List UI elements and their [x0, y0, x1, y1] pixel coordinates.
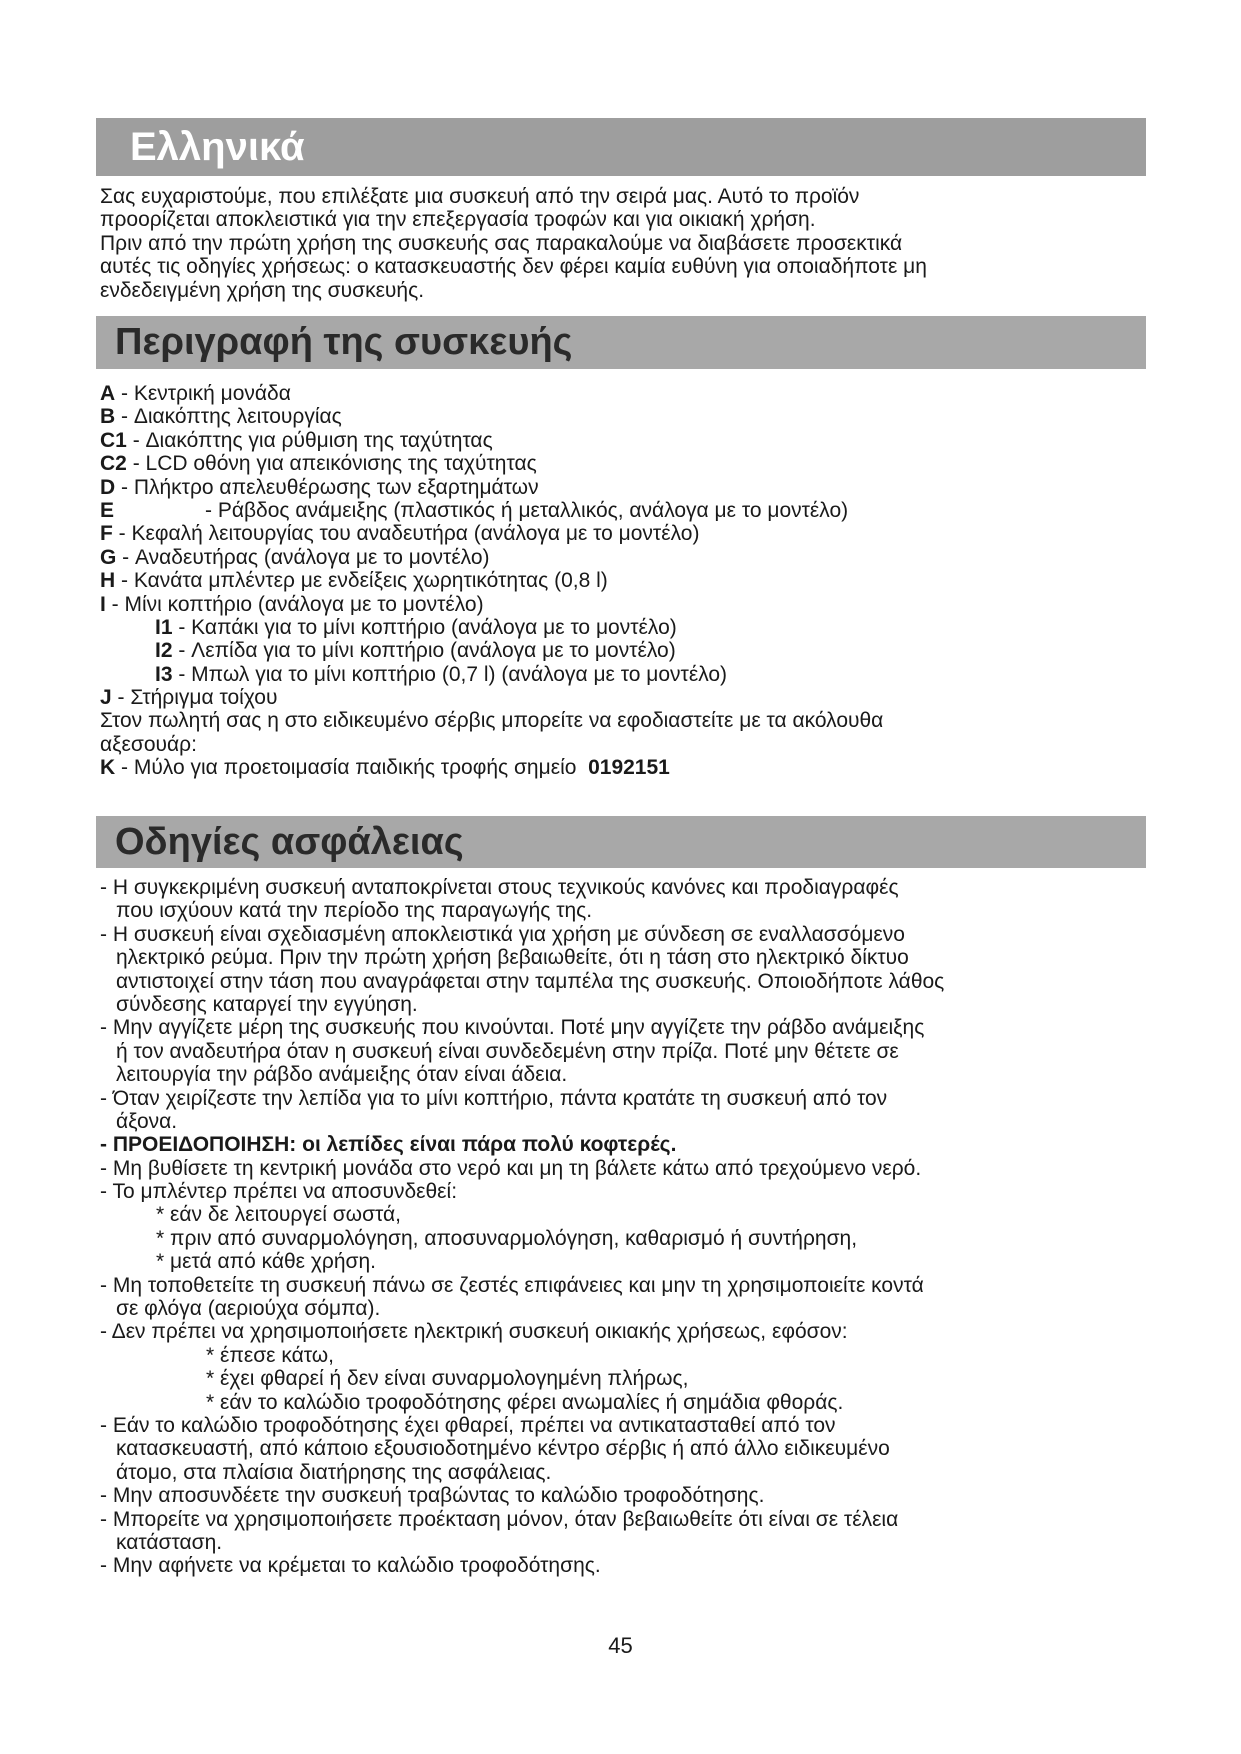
part-item-i	[100, 593, 1160, 616]
part-text: - Κεφαλή λειτουργίας του αναδευτήρα (ανάλογα με το μοντέλο)	[112, 522, 700, 546]
part-text: - Κανάτα μπλέντερ με ενδείξεις χωρητικότητας (0,8 l)	[115, 569, 608, 593]
safety-line: - Μην αποσυνδέετε την συσκευή τραβώντας το καλώδιο τροφοδότησης.	[100, 1484, 765, 1508]
safety-line: - Εάν το καλώδιο τροφοδότησης έχει φθαρεί, πρέπει να αντικατασταθεί από τον	[100, 1413, 836, 1437]
part-key: I2	[155, 639, 173, 663]
part-text: - Κεντρική μονάδα	[115, 382, 291, 405]
safety-line: σε φλόγα (αεριούχα σόμπα).	[116, 1297, 381, 1321]
safety-line: - Μην αγγίζετε μέρη της συσκευής που κινούνται. Ποτέ μην αγγίζετε την ράβδο ανάμειξης	[100, 1016, 925, 1040]
part-key: D	[100, 475, 116, 499]
part-text: - Πλήκτρο απελευθέρωσης των εξαρτημάτων	[115, 475, 539, 499]
part-text: - Στήριγμα τοίχου	[111, 686, 278, 710]
part-key: I3	[155, 662, 173, 686]
part-item-d	[100, 476, 1160, 499]
intro-line: αυτές τις οδηγίες χρήσεως: ο κατασκευαστής δεν φέρει καμία ευθύνη για οποιαδήποτε μη	[100, 255, 927, 279]
safety-line: - Μη τοποθετείτε τη συσκευή πάνω σε ζεστές επιφάνειες και μην τη χρησιμοποιείτε κοντά	[100, 1273, 924, 1297]
accessory-item-k	[100, 756, 1160, 779]
safety-subitem: * έπεσε κάτω,	[206, 1343, 334, 1367]
part-item-h	[100, 569, 1160, 592]
safety-line: - Μην αφήνετε να κρέμεται το καλώδιο τροφοδότησης.	[100, 1554, 601, 1578]
part-text: - Λεπίδα για το μίνι κοπτήριο (ανάλογα με το μοντέλο)	[172, 639, 676, 663]
intro-line: Πριν από την πρώτη χρήση της συσκευής σας παρακαλούμε να διαβάσετε προσεκτικά	[100, 231, 903, 255]
part-key: C1	[100, 428, 127, 452]
safety-line: αντιστοιχεί στην τάση που αναγράφεται στην ταμπέλα της συσκευής. Οποιοδήποτε λάθος	[116, 969, 945, 993]
intro-paragraph	[100, 185, 1160, 302]
part-key: H	[100, 569, 116, 593]
safety-line: - Μπορείτε να χρησιμοποιήσετε προέκταση μόνον, όταν βεβαιωθείτε ότι είναι σε τέλεια	[100, 1507, 899, 1531]
safety-line: άξονα.	[116, 1109, 178, 1133]
part-key: I1	[155, 615, 173, 639]
safety-line: - Η συγκεκριμένη συσκευή ανταποκρίνεται στους τεχνικούς κανόνες και προδιαγραφές	[100, 876, 899, 899]
part-text: - LCD οθόνη για απεικόνισης της ταχύτητας	[126, 452, 537, 476]
part-item-c1	[100, 429, 1160, 452]
section-title-description: Περιγραφή της συσκευής	[96, 316, 1146, 369]
safety-subitem: * πριν από συναρμολόγηση, αποσυναρμολόγηση, καθαρισμό ή συντήρηση,	[156, 1226, 858, 1250]
safety-subitem: * έχει φθαρεί ή δεν είναι συναρμολογημένη πλήρως,	[206, 1367, 689, 1391]
part-text: - Ράβδος ανάμειξης (πλαστικός ή μεταλλικός, ανάλογα με το μοντέλο)	[205, 498, 849, 522]
safety-line: λειτουργία την ράβδο ανάμειξης όταν είναι άδεια.	[116, 1063, 568, 1087]
part-item-i2	[100, 639, 1160, 662]
intro-line: Σας ευχαριστούμε, που επιλέξατε μια συσκευή από την σειρά μας. Αυτό το προϊόν	[100, 185, 860, 208]
part-item-c2	[100, 452, 1160, 475]
safety-line: - Μη βυθίσετε τη κεντρική μονάδα στο νερό και μη τη βάλετε κάτω από τρεχούμενο νερό.	[100, 1156, 922, 1180]
part-key: B	[100, 405, 116, 429]
part-key: C2	[100, 452, 127, 476]
safety-line: άτομο, στα πλαίσια διατήρησης της ασφάλειας.	[116, 1460, 552, 1484]
accessories-intro-line: Στον πωλητή σας η στο ειδικευμένο σέρβις μπορείτε να εφοδιαστείτε με τα ακόλουθα	[100, 709, 884, 733]
safety-subitem: * μετά από κάθε χρήση.	[156, 1250, 376, 1274]
part-item-i1	[100, 616, 1160, 639]
part-item-a	[100, 382, 1160, 405]
part-item-g	[100, 546, 1160, 569]
page-number: 45	[608, 1633, 633, 1658]
part-item-i3	[100, 663, 1160, 686]
safety-line: - Το μπλέντερ πρέπει να αποσυνδεθεί:	[100, 1180, 458, 1204]
safety-line: κατασκευαστή, από κάποιο εξουσιοδοτημένο κέντρο σέρβις ή από άλλο ειδικευμένο	[116, 1437, 890, 1461]
safety-subitem: * εάν δε λειτουργεί σωστά,	[156, 1203, 402, 1227]
part-key: E	[100, 498, 115, 522]
part-item-j	[100, 686, 1160, 709]
part-item-f	[100, 522, 1160, 545]
part-text: - Διακόπτης λειτουργίας	[115, 405, 342, 429]
intro-line: προορίζεται αποκλειστικά για την επεξεργασία τροφών και για οικιακή χρήση.	[100, 208, 816, 232]
intro-line: ενδεδειγμένη χρήση της συσκευής.	[100, 278, 425, 302]
safety-list	[100, 876, 1160, 1578]
warning-text: - ΠΡΟΕΙΔΟΠΟΙΗΣΗ: οι λεπίδες είναι πάρα πολύ κοφτερές.	[100, 1133, 677, 1157]
part-item-e	[100, 499, 1160, 522]
part-key: G	[100, 545, 117, 569]
accessory-code: 0192151	[588, 756, 670, 780]
part-text: - Μπωλ για το μίνι κοπτήριο (0,7 l) (ανάλογα με το μοντέλο)	[172, 662, 728, 686]
safety-subitem: * εάν το καλώδιο τροφοδότησης φέρει ανωμαλίες ή σημάδια φθοράς.	[206, 1390, 844, 1414]
part-text: - Αναδευτήρας (ανάλογα με το μοντέλο)	[116, 545, 490, 569]
safety-line: - Δεν πρέπει να χρησιμοποιήσετε ηλεκτρική συσκευή οικιακής χρήσεως, εφόσον:	[100, 1320, 848, 1344]
accessories-intro-line: αξεσουάρ:	[100, 732, 197, 756]
section-title-safety: Οδηγίες ασφάλειας	[96, 816, 1146, 868]
parts-list	[100, 382, 1160, 780]
safety-line: ηλεκτρικό ρεύμα. Πριν την πρώτη χρήση βεβαιωθείτε, ότι η τάση στο ηλεκτρικό δίκτυο	[116, 946, 909, 970]
safety-line: ή τον αναδευτήρα όταν η συσκευή είναι συνδεδεμένη στην πρίζα. Ποτέ μην θέτετε σε	[116, 1039, 899, 1063]
part-text: - Διακόπτης για ρύθμιση της ταχύτητας	[126, 428, 493, 452]
part-key: I	[100, 592, 106, 616]
accessory-key: K	[100, 756, 116, 780]
language-header: Ελληνικά	[96, 118, 1146, 176]
safety-line: που ισχύουν κατά την περίοδο της παραγωγής της.	[116, 899, 593, 923]
part-key: F	[100, 522, 113, 546]
safety-line: - Η συσκευή είναι σχεδιασμένη αποκλειστικά για χρήση με σύνδεση σε εναλλασσόμενο	[100, 922, 905, 946]
safety-line: κατάσταση.	[116, 1530, 223, 1554]
accessory-text: - Μύλο για προετοιμασία παιδικής τροφής σημείο	[115, 756, 589, 780]
safety-line: σύνδεσης καταργεί την εγγύηση.	[116, 992, 418, 1016]
part-text: - Μίνι κοπτήριο (ανάλογα με το μοντέλο)	[105, 592, 484, 616]
part-key: J	[100, 686, 112, 710]
part-text: - Καπάκι για το μίνι κοπτήριο (ανάλογα με το μοντέλο)	[172, 615, 677, 639]
part-key: A	[100, 382, 116, 405]
safety-warning	[100, 1133, 1160, 1156]
part-item-b	[100, 405, 1160, 428]
safety-line: - Όταν χειρίζεστε την λεπίδα για το μίνι κοπτήριο, πάντα κρατάτε τη συσκευή από τον	[100, 1086, 888, 1110]
